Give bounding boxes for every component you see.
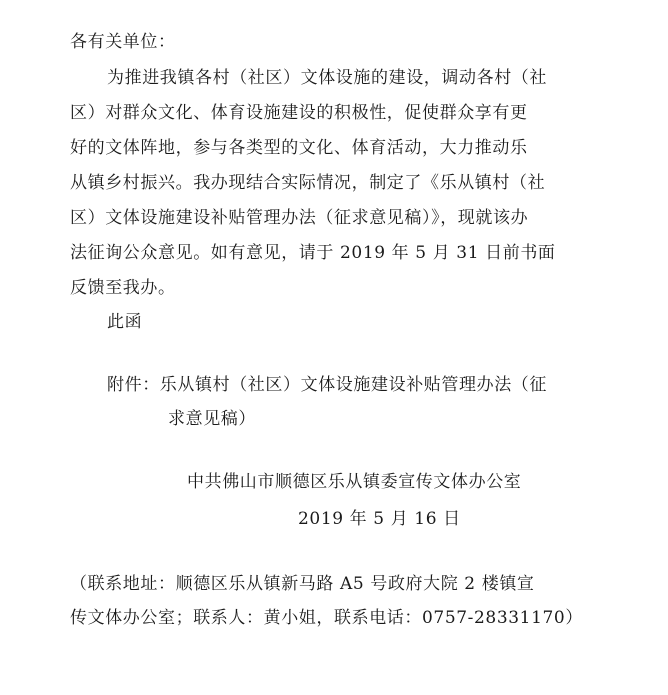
body-line-5: 区）文体设施建设补贴管理办法（征求意见稿）》，现就该办	[70, 208, 529, 228]
sender-organization: 中共佛山市顺德区乐从镇委宣传文体办公室	[187, 472, 522, 492]
body-line-2: 区）对群众文化、体育设施建设的积极性，促使群众享有更	[70, 103, 528, 123]
salutation: 各有关单位：	[70, 32, 176, 52]
attachment-line-1: 附件：乐从镇村（社区）文体设施建设补贴管理办法（征	[107, 375, 547, 395]
document-date: 2019 年 5 月 16 日	[298, 509, 461, 529]
body-line-3: 好的文体阵地，参与各类型的文化、体育活动，大力推动乐	[70, 138, 528, 158]
attachment-line-2: 求意见稿）	[168, 409, 256, 429]
closing-text: 此函	[107, 312, 143, 332]
contact-line-1: （联系地址：顺德区乐从镇新马路 A5 号政府大院 2 楼镇宣	[70, 574, 535, 594]
body-line-1: 为推进我镇各村（社区）文体设施的建设，调动各村（社	[107, 68, 547, 88]
contact-line-2: 传文体办公室；联系人：黄小姐，联系电话：0757-28331170）	[70, 608, 583, 628]
body-line-6: 法征询公众意见。如有意见，请于 2019 年 5 月 31 日前书面	[70, 243, 556, 263]
body-line-4: 从镇乡村振兴。我办现结合实际情况，制定了《乐从镇村（社	[70, 173, 546, 193]
body-line-7: 反馈至我办。	[70, 278, 176, 298]
